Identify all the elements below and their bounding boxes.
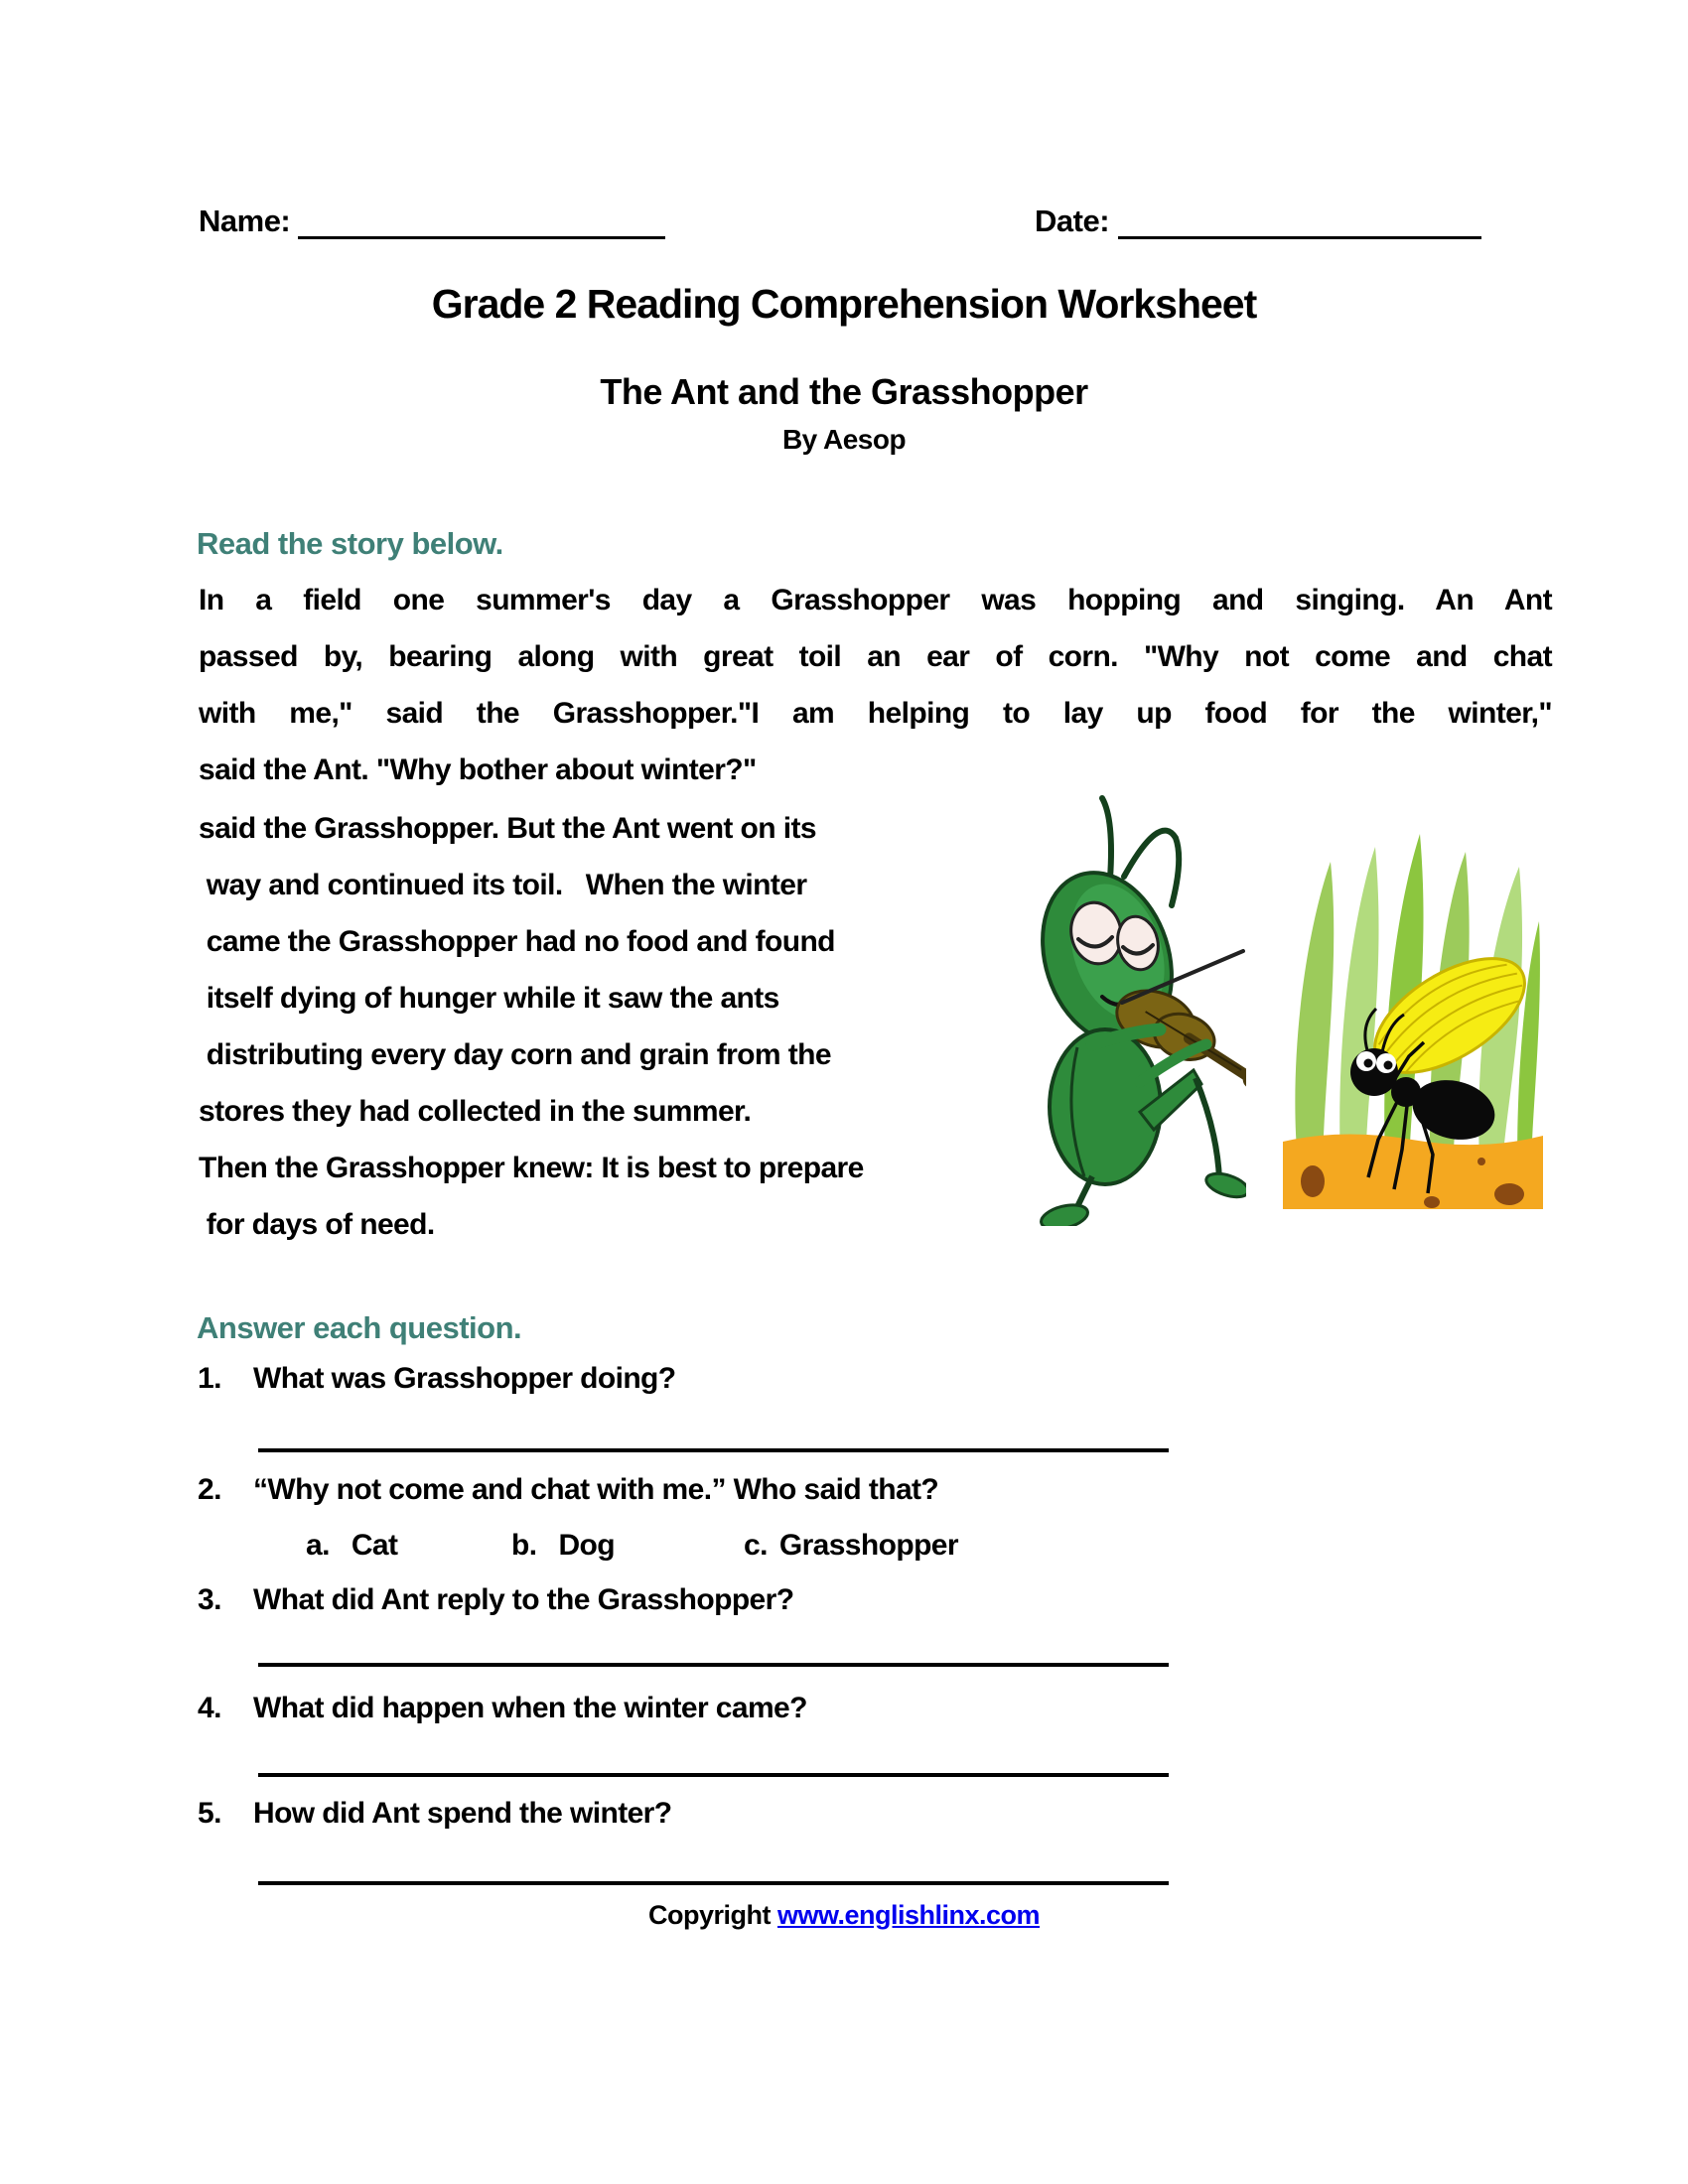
- choice-b-letter: b.: [511, 1529, 537, 1562]
- question-2: [198, 1473, 938, 1507]
- story-line: with me," said the Grasshopper."I am helping to lay up food for the winter,": [199, 697, 1552, 730]
- question-4-text: What did happen when the winter came?: [253, 1692, 807, 1724]
- story-byline: By Aesop: [781, 424, 907, 455]
- question-1-number: 1.: [198, 1362, 221, 1395]
- story-line: distributing every day corn and grain from the: [199, 1038, 831, 1071]
- copyright-label: Copyright: [647, 1900, 771, 1930]
- question-5-number: 5.: [198, 1797, 221, 1830]
- answer-line-5: [258, 1881, 1169, 1885]
- choice-c-letter: c.: [744, 1529, 768, 1562]
- question-3: [198, 1583, 793, 1617]
- choice-c-label: Grasshopper: [778, 1529, 958, 1562]
- answer-line-4: [258, 1773, 1169, 1777]
- choice-a: [306, 1529, 397, 1563]
- name-label: Name:: [199, 204, 291, 238]
- question-4: [198, 1692, 807, 1725]
- question-3-number: 3.: [198, 1583, 221, 1616]
- story-line: In a field one summer's day a Grasshopper was hopping and singing. An Ant: [199, 584, 1552, 616]
- story-line: said the Ant. "Why bother about winter?": [199, 753, 757, 786]
- choice-c: [744, 1529, 958, 1563]
- story-line: came the Grasshopper had no food and found: [199, 925, 835, 958]
- question-5: [198, 1797, 671, 1831]
- story-line: itself dying of hunger while it saw the ants: [199, 982, 779, 1015]
- story-line: said the Grasshopper. But the Ant went on its: [199, 812, 816, 845]
- question-2-number: 2.: [198, 1473, 221, 1506]
- choice-b: [511, 1529, 615, 1563]
- answer-instruction-heading: Answer each question.: [197, 1310, 522, 1345]
- grasshopper-illustration: [1023, 784, 1246, 1226]
- date-blank-line: [1118, 236, 1481, 239]
- story-line: Then the Grasshopper knew: It is best to prepare: [199, 1152, 864, 1184]
- read-instruction-heading: Read the story below.: [197, 526, 503, 561]
- date-label: Date:: [1035, 204, 1110, 238]
- choice-a-label: Cat: [351, 1529, 398, 1562]
- answer-line-1: [258, 1448, 1169, 1452]
- story-line: for days of need.: [199, 1208, 435, 1241]
- ant-illustration: [1283, 812, 1543, 1209]
- story-line: stores they had collected in the summer.: [199, 1095, 752, 1128]
- question-2-text: “Why not come and chat with me.” Who said that?: [253, 1473, 939, 1506]
- question-1: [198, 1362, 676, 1396]
- choice-b-label: Dog: [558, 1529, 615, 1562]
- choice-a-letter: a.: [306, 1529, 330, 1562]
- footer-copyright: [0, 1900, 1688, 1931]
- question-1-text: What was Grasshopper doing?: [253, 1362, 676, 1395]
- story-line: way and continued its toil. When the winter: [199, 869, 807, 901]
- answer-line-3: [258, 1663, 1169, 1667]
- question-4-number: 4.: [198, 1692, 221, 1724]
- story-line: passed by, bearing along with great toil an ear of corn. "Why not come and chat: [199, 640, 1552, 673]
- question-5-text: How did Ant spend the winter?: [253, 1797, 672, 1830]
- question-3-text: What did Ant reply to the Grasshopper?: [253, 1583, 794, 1616]
- page-title: Grade 2 Reading Comprehension Worksheet: [431, 281, 1257, 327]
- englishlinx-link[interactable]: www.englishlinx.com: [776, 1900, 1041, 1930]
- story-title: The Ant and the Grasshopper: [600, 371, 1088, 412]
- name-blank-line: [298, 236, 665, 239]
